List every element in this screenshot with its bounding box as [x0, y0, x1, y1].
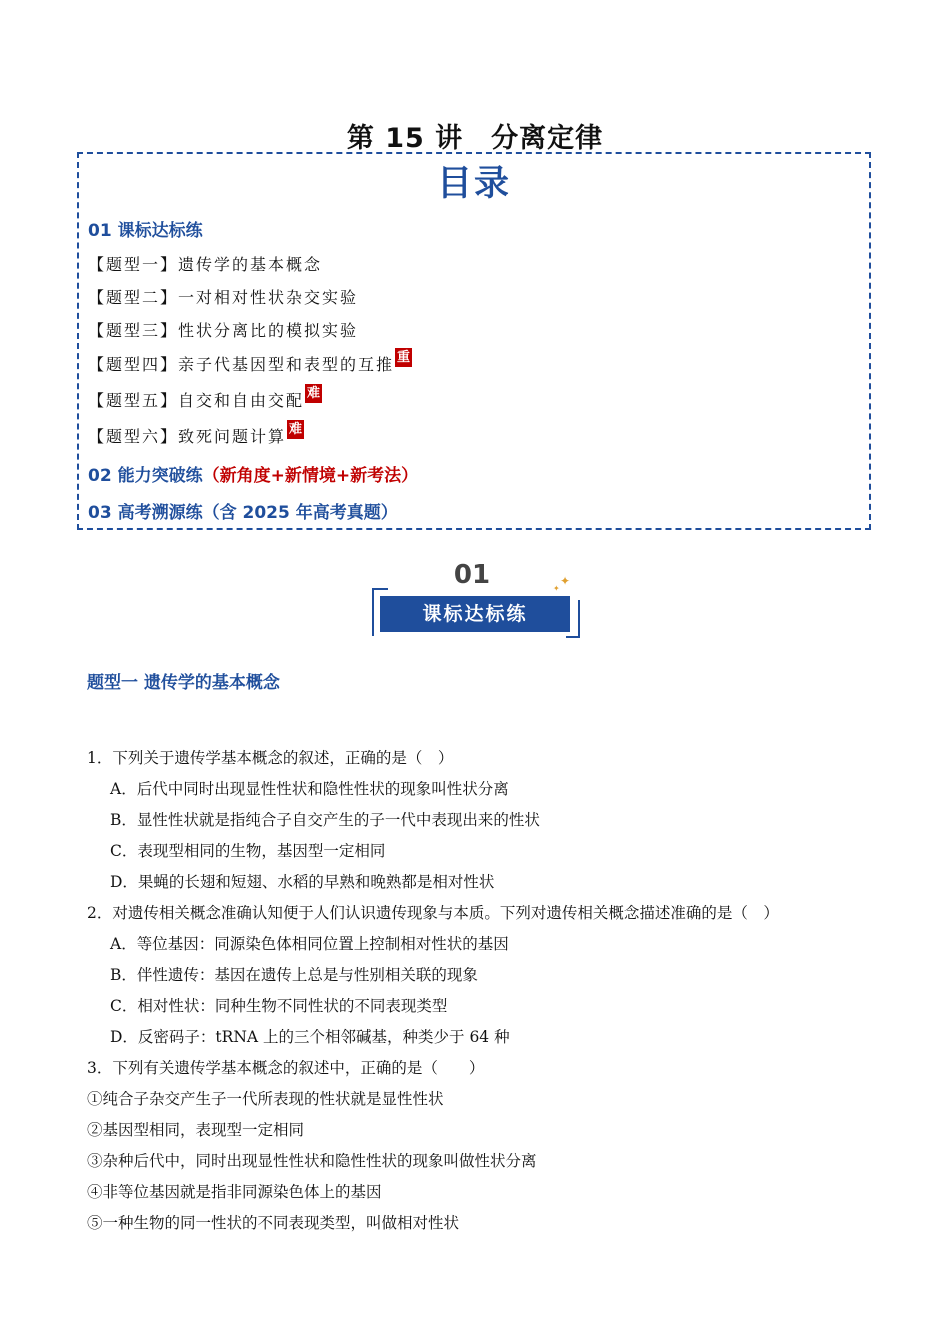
statement-item: ⑤一种生物的同一性状的不同表现类型，叫做相对性状: [87, 1214, 460, 1232]
toc-item-label: 【题型三】性状分离比的模拟实验: [88, 321, 359, 340]
toc-section-2-label: 02 能力突破练: [88, 466, 203, 486]
banner-number: 01: [453, 560, 491, 590]
toc-item[interactable]: [88, 285, 358, 308]
table-of-contents: [77, 152, 871, 530]
toc-item-label: 【题型五】自交和自由交配: [88, 391, 305, 410]
sparkle-icon: ✦: [553, 584, 560, 593]
answer-option: B．伴性遗传：基因在遗传上总是与性别相关联的现象: [110, 966, 478, 984]
toc-item[interactable]: [88, 318, 358, 341]
toc-section-1[interactable]: 01 课标达标练: [88, 221, 203, 241]
statement-item: ④非等位基因就是指非同源染色体上的基因: [87, 1183, 382, 1201]
toc-heading: 目录: [436, 164, 511, 204]
toc-section-2-note: （新角度+新情境+新考法）: [202, 466, 419, 486]
answer-option: C．相对性状：同种生物不同性状的不同表现类型: [110, 997, 448, 1015]
statement-item: ②基因型相同，表现型一定相同: [87, 1121, 305, 1139]
answer-option: C．表现型相同的生物，基因型一定相同: [110, 842, 386, 860]
answer-option: B．显性性状就是指纯合子自交产生的子一代中表现出来的性状: [110, 811, 540, 829]
answer-option: A．等位基因：同源染色体相同位置上控制相对性状的基因: [110, 935, 509, 953]
question-type-heading: 题型一 遗传学的基本概念: [87, 673, 280, 693]
toc-item-label: 【题型二】一对相对性状杂交实验: [88, 288, 359, 307]
question-stem: 2．对遗传相关概念准确认知便于人们认识遗传现象与本质。下列对遗传相关概念描述准确的是（ ）: [87, 904, 779, 922]
toc-item[interactable]: [88, 252, 322, 275]
toc-section-3[interactable]: 03 高考溯源练（含 2025 年高考真题）: [88, 503, 398, 523]
toc-item-label: 【题型一】遗传学的基本概念: [88, 255, 323, 274]
sparkle-icon: ✦: [560, 574, 571, 588]
answer-option: A．后代中同时出现显性性状和隐性性状的现象叫性状分离: [110, 780, 509, 798]
toc-item-label: 【题型六】致死问题计算: [88, 427, 287, 446]
answer-option: D．果蝇的长翅和短翅、水稻的早熟和晚熟都是相对性状: [110, 873, 495, 891]
difficulty-badge: 难: [289, 422, 303, 437]
statement-item: ①纯合子杂交产生子一代所表现的性状就是显性性状: [87, 1090, 444, 1108]
toc-section-2[interactable]: [88, 461, 418, 486]
toc-item[interactable]: [88, 352, 412, 375]
importance-badge: 重: [397, 350, 411, 365]
banner-label: 课标达标练: [380, 596, 570, 632]
question-stem: 3．下列有关遗传学基本概念的叙述中，正确的是（ ）: [87, 1059, 485, 1077]
toc-item-label: 【题型四】亲子代基因型和表型的互推: [88, 355, 395, 374]
question-stem: 1．下列关于遗传学基本概念的叙述，正确的是（ ）: [87, 749, 454, 767]
answer-option: D．反密码子：tRNA 上的三个相邻碱基，种类少于 64 种: [110, 1028, 510, 1046]
toc-item[interactable]: [88, 388, 322, 411]
toc-item[interactable]: [88, 424, 304, 447]
difficulty-badge: 难: [307, 386, 321, 401]
statement-item: ③杂种后代中，同时出现显性性状和隐性性状的现象叫做性状分离: [87, 1152, 537, 1170]
section-banner: [372, 560, 582, 640]
page-title: 第 15 讲 分离定律: [346, 123, 604, 154]
